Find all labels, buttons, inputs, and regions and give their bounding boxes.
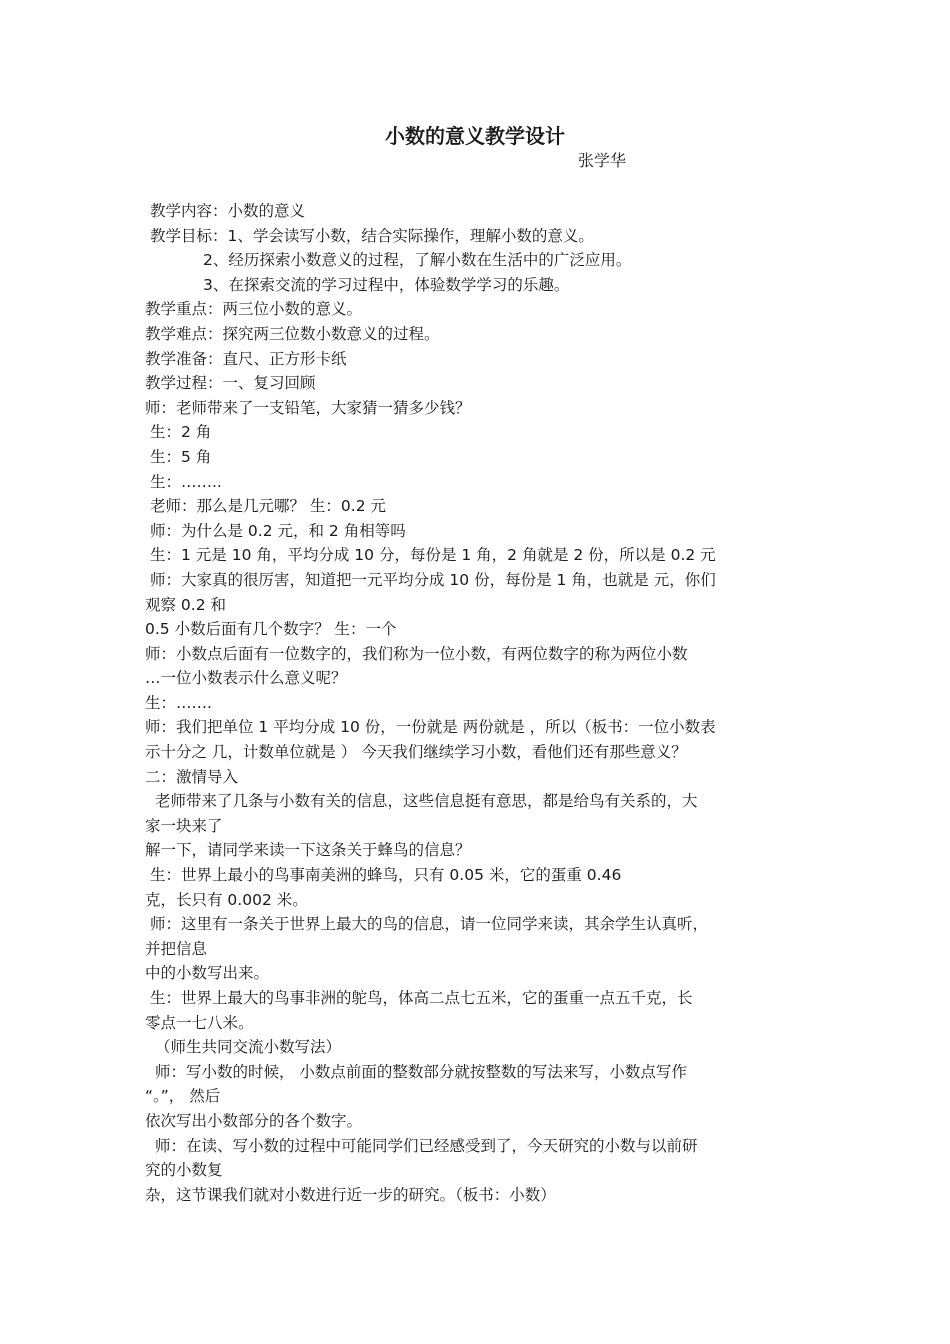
text-line: （师生共同交流小数写法） (155, 1038, 342, 1057)
text-line: 教学内容：小数的意义 (150, 202, 306, 220)
text-line: 生：世界上最大的鸟事非洲的鸵鸟，体高二点七五米，它的蛋重一点五千克，长 (150, 989, 693, 1007)
text-line: 示十分之 几，计数单位就是 ） 今天我们继续学习小数，看他们还有那些意义？ (145, 743, 687, 762)
text-line: 生：2 角 (150, 423, 212, 442)
text-line: 杂，这节课我们就对小数进行近一步的研究。（板书：小数） (145, 1185, 556, 1204)
text-line: “。”， 然后 (145, 1087, 221, 1106)
text-line: 师：小数点后面有一位数字的，我们称为一位小数，有两位数字的称为两位小数 (145, 644, 688, 663)
text-line: 观察 0.2 和 (145, 595, 227, 614)
text-line: 生：5 角 (150, 447, 212, 466)
text-line: 并把信息 (145, 939, 208, 958)
text-line: 2、经历探索小数意义的过程，了解小数在生活中的广泛应用。 (203, 251, 632, 270)
text-line: 教学过程：一、复习回顾 (145, 374, 316, 393)
text-line: 师：在读、写小数的过程中可能同学们已经感受到了，今天研究的小数与以前研 (155, 1136, 698, 1155)
text-line: 师：这里有一条关于世界上最大的鸟的信息，请一位同学来读，其余学生认真听， (150, 915, 709, 934)
text-line: 家一块来了 (145, 816, 223, 835)
text-line: 3、在探索交流的学习过程中，体验数学学习的乐趣。 (203, 275, 570, 294)
text-line: 教学重点：两三位小数的意义。 (145, 300, 363, 319)
document-body (145, 199, 820, 1207)
text-line: 老师：那么是几元哪？ 生：0.2 元 (150, 497, 387, 516)
text-line: …一位小数表示什么意义呢？ (145, 669, 347, 688)
text-line: 师：写小数的时候， 小数点前面的整数部分就按整数的写法来写，小数点写作 (155, 1062, 687, 1081)
text-line: 解一下，请同学来读一下这条关于蜂鸟的信息？ (145, 841, 471, 860)
text-line: 生：世界上最小的鸟事南美洲的蜂鸟，只有 0.05 米，它的蛋重 0.46 (150, 866, 622, 885)
document-title: 小数的意义教学设计 (385, 124, 565, 148)
text-line: 生：…….. (150, 472, 222, 491)
text-line: 中的小数写出来。 (145, 964, 270, 983)
text-line: 零点一七八米。 (145, 1013, 254, 1032)
text-line: 0.5 小数后面有几个数字？ 生：一个 (145, 620, 397, 639)
text-line: 师：老师带来了一支铅笔，大家猜一猜多少钱？ (145, 398, 471, 417)
text-line: 二：激情导入 (145, 767, 239, 786)
text-line: 生：1 元是 10 角，平均分成 10 分，每份是 1 角，2 角就是 2 份，所以是 0.2 元 (150, 546, 716, 565)
author-name: 张学华 (578, 151, 627, 170)
text-line: 教学难点：探究两三位数小数意义的过程。 (145, 324, 440, 343)
text-line: 克，长只有 0.002 米。 (145, 890, 308, 909)
text-line: 师：我们把单位 1 平均分成 10 份，一份就是 两份就是 ，所以（板书：一位小数表 (145, 718, 716, 737)
text-line: 生：……. (145, 693, 212, 712)
text-line: 师：大家真的很厉害，知道把一元平均分成 10 份，每份是 1 角，也就是 元，你们 (150, 570, 716, 589)
text-line: 教学准备：直尺、正方形卡纸 (145, 349, 347, 368)
text-line: 师：为什么是 0.2 元，和 2 角相等吗 (150, 521, 406, 540)
text-line: 老师带来了几条与小数有关的信息，这些信息挺有意思，都是给鸟有关系的，大 (155, 792, 698, 811)
text-line: 依次写出小数部分的各个数字。 (145, 1111, 363, 1130)
text-line: 究的小数复 (145, 1161, 223, 1180)
text-line: 教学目标：1、学会读写小数，结合实际操作，理解小数的意义。 (150, 226, 594, 245)
